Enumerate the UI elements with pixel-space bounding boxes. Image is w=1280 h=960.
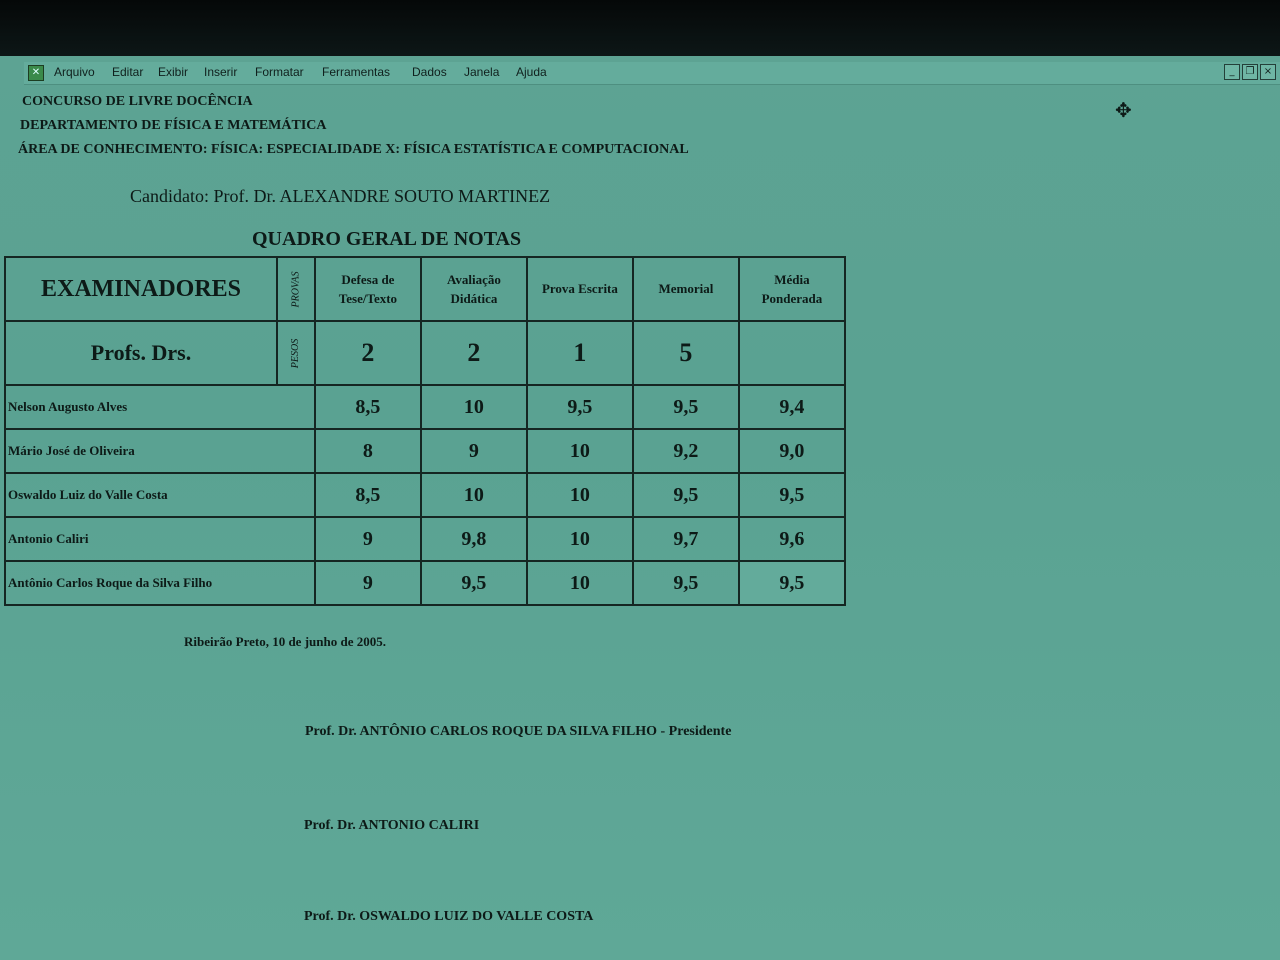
score-cell[interactable]: 9,8 — [421, 517, 527, 561]
score-cell[interactable]: 8,5 — [315, 385, 421, 429]
score-cell[interactable]: 9,2 — [633, 429, 739, 473]
score-cell[interactable]: 9,4 — [739, 385, 845, 429]
score-cell[interactable]: 9,5 — [633, 385, 739, 429]
score-cell[interactable]: 10 — [527, 517, 633, 561]
place-date: Ribeirão Preto, 10 de junho de 2005. — [184, 634, 386, 649]
column-header-line: Memorial — [658, 281, 714, 297]
column-header-defesa[interactable] — [315, 257, 421, 321]
table-row — [5, 385, 845, 429]
examiner-name[interactable]: Antonio Caliri — [5, 517, 315, 561]
header-line-2: DEPARTAMENTO DE FÍSICA E MATEMÁTICA — [20, 118, 327, 133]
score-cell[interactable]: 9 — [315, 517, 421, 561]
restore-icon[interactable]: ❐ — [1242, 64, 1258, 80]
table-row — [5, 429, 845, 473]
score-cell[interactable]: 9,5 — [633, 561, 739, 605]
score-cell[interactable]: 10 — [421, 473, 527, 517]
score-cell[interactable]: 9 — [315, 561, 421, 605]
score-cell[interactable]: 9,5 — [739, 473, 845, 517]
signature-line: Prof. Dr. OSWALDO LUIZ DO VALLE COSTA — [304, 909, 594, 924]
menu-exibir[interactable]: Exibir — [158, 65, 189, 79]
score-cell[interactable]: 10 — [527, 429, 633, 473]
score-cell[interactable]: 8,5 — [315, 473, 421, 517]
score-cell[interactable]: 9,0 — [739, 429, 845, 473]
column-header-line: Média — [774, 271, 810, 287]
signature-line: Prof. Dr. ANTONIO CALIRI — [304, 818, 480, 833]
column-header-media[interactable] — [739, 257, 845, 321]
table-row — [5, 561, 845, 605]
score-cell[interactable]: 9,5 — [421, 561, 527, 605]
examiner-name[interactable]: Antônio Carlos Roque da Silva Filho — [5, 561, 315, 605]
column-header-line: Ponderada — [761, 291, 823, 306]
score-cell[interactable]: 10 — [527, 561, 633, 605]
header-line-3: ÁREA DE CONHECIMENTO: FÍSICA: ESPECIALIDADE X: FÍSICA ESTATÍSTICA E COMPUTACIONAL — [18, 142, 689, 157]
score-cell[interactable]: 9,7 — [633, 517, 739, 561]
score-cell[interactable]: 9,6 — [739, 517, 845, 561]
menu-inserir[interactable]: Inserir — [204, 65, 238, 79]
examiners-header: EXAMINADORES — [5, 257, 277, 321]
menu-janela[interactable]: Janela — [464, 65, 500, 79]
column-header-prova-escrita[interactable] — [527, 257, 633, 321]
weights-row — [5, 321, 845, 385]
column-header-line: Defesa de — [341, 271, 395, 287]
minimize-icon[interactable]: _ — [1224, 64, 1240, 80]
menu-bar — [24, 62, 1280, 85]
column-header-line: Tese/Texto — [338, 291, 398, 306]
pesos-label: PESOS — [290, 338, 302, 368]
candidate-line: Candidato: Prof. Dr. ALEXANDRE SOUTO MARTINEZ — [130, 186, 551, 206]
table-title: QUADRO GERAL DE NOTAS — [252, 228, 522, 250]
score-cell[interactable]: 10 — [421, 385, 527, 429]
menu-ajuda[interactable]: Ajuda — [516, 65, 547, 79]
examiner-name[interactable]: Nelson Augusto Alves — [5, 385, 315, 429]
close-icon[interactable]: × — [1260, 64, 1276, 80]
column-header-line: Didática — [450, 291, 498, 306]
menu-ferramentas[interactable]: Ferramentas — [322, 65, 391, 79]
profs-label: Profs. Drs. — [5, 321, 277, 385]
menu-arquivo[interactable]: Arquivo — [54, 65, 95, 79]
table-row — [5, 473, 845, 517]
monitor-bezel — [0, 0, 1280, 58]
pesos-label-cell — [277, 321, 315, 385]
weight-cell[interactable] — [739, 321, 845, 385]
score-cell[interactable]: 9,5 — [527, 385, 633, 429]
header-row — [5, 257, 845, 321]
menu-editar[interactable]: Editar — [112, 65, 144, 79]
weight-cell[interactable]: 5 — [633, 321, 739, 385]
score-cell[interactable]: 8 — [315, 429, 421, 473]
weight-cell[interactable]: 2 — [421, 321, 527, 385]
examiner-name[interactable]: Mário José de Oliveira — [5, 429, 315, 473]
signature-line: Prof. Dr. ANTÔNIO CARLOS ROQUE DA SILVA FILHO - Presidente — [305, 724, 732, 739]
examiner-name[interactable]: Oswaldo Luiz do Valle Costa — [5, 473, 315, 517]
column-header-line: Prova Escrita — [541, 281, 618, 297]
table-row — [5, 517, 845, 561]
weight-cell[interactable]: 1 — [527, 321, 633, 385]
move-cursor-icon: ✥ — [1115, 98, 1132, 122]
window-controls — [1224, 64, 1276, 82]
provas-label-cell — [277, 257, 315, 321]
score-cell[interactable]: 9 — [421, 429, 527, 473]
menu-formatar[interactable]: Formatar — [255, 65, 304, 79]
header-line-1: CONCURSO DE LIVRE DOCÊNCIA — [22, 94, 253, 109]
score-cell[interactable]: 10 — [527, 473, 633, 517]
selected-score-cell[interactable]: 9,5 — [739, 561, 845, 605]
column-header-memorial[interactable] — [633, 257, 739, 321]
menu-dados[interactable]: Dados — [412, 65, 447, 79]
provas-label: PROVAS — [290, 271, 302, 307]
column-header-avaliacao[interactable] — [421, 257, 527, 321]
spreadsheet-window — [0, 56, 1280, 960]
weight-cell[interactable]: 2 — [315, 321, 421, 385]
grades-table — [4, 256, 846, 606]
score-cell[interactable]: 9,5 — [633, 473, 739, 517]
excel-app-icon[interactable]: ✕ — [28, 65, 44, 81]
column-header-line: Avaliação — [446, 271, 501, 287]
